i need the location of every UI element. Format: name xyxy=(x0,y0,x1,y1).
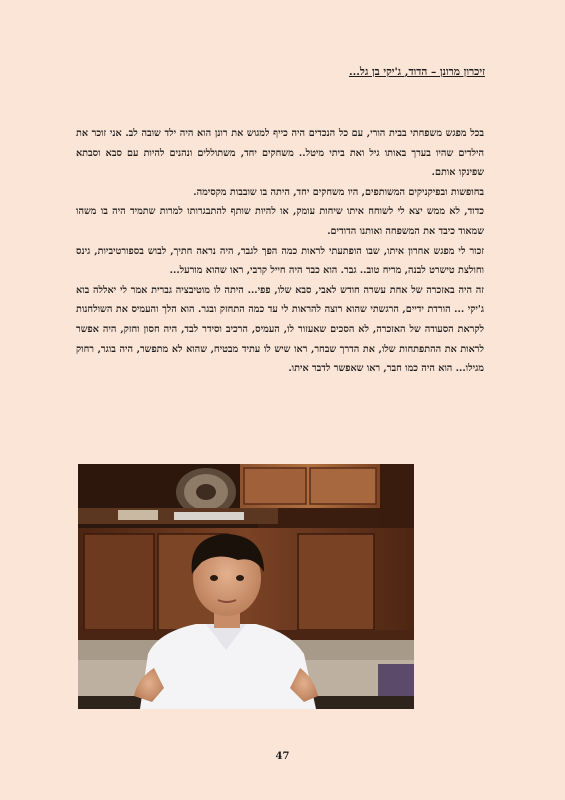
page-title: זיכרון מרונן – הדוד, ג'יקי בן גל... xyxy=(348,66,485,78)
paragraph: בחופשות ובפיקניקים המשותפים, היו משחקים יחד, היתה בו שובבות מקסימה. xyxy=(193,186,484,198)
paragraph: זכור לי מפגש אחרון איתו, שבו הופתעתי לראות כמה הפך לגבר, היה נראה חתיך, לבוש בספורטיביות, גינס וחולצת טישרט לבנה, מריח טוב.. גבר. הוא כבר היה חייל קרבי, ראו שהוא מורעל... xyxy=(76,245,484,277)
boy-photo xyxy=(78,464,414,709)
article-body xyxy=(76,124,484,379)
paragraph: זה היה באזכרה של אחת עשרה חודש לאבי, סבא שלו, פפי... היתה לו מוטיבציה גברית אמר לי יאללה בוא ג'יקי ... הורדת ידיים, הרגשתי שהוא רוצה להראות לי עד כמה התחזק ובגר. הוא הלך והעמיס את השולחנות לקראת הסעודה של האזכרה, לא הסכים שאעזור לו, העמיס, הרכיב וסידר לבד, היה חסון וחזק, היה אפשר לראות את ההתפתחות שלו, את הדרך שבחר, ראו שיש לו עתיד מבטיח, שהוא לא מתפשר, היה בוגר, רחוק מגילו... הוא היה כמו חבר, ראו שאפשר לדבר איתו. xyxy=(76,284,484,375)
boy-photo-illustration xyxy=(78,464,414,709)
page-number: 47 xyxy=(275,751,290,762)
paragraph: כדוד, לא ממש יצא לי לשוחח איתו שיחות עומק, או להיות שותף להתבגרותו למרות שתמיד היה בו משהו שמאוד כיבד את המשפחה ואותנו הדודים. xyxy=(76,206,484,237)
paragraph: בכל מפגש משפחתי בבית הורי, עם כל הנכדים היה כייף למגוש את רונן הוא היה ילד שובה לב. אני זוכר את הילדים שהיו בערך באותו גיל ואת ביתי מיטל.. משחקים יחד, משתוללים ונהנים להיות עם סבא וסבתא שפינקו אותם. xyxy=(76,128,484,179)
